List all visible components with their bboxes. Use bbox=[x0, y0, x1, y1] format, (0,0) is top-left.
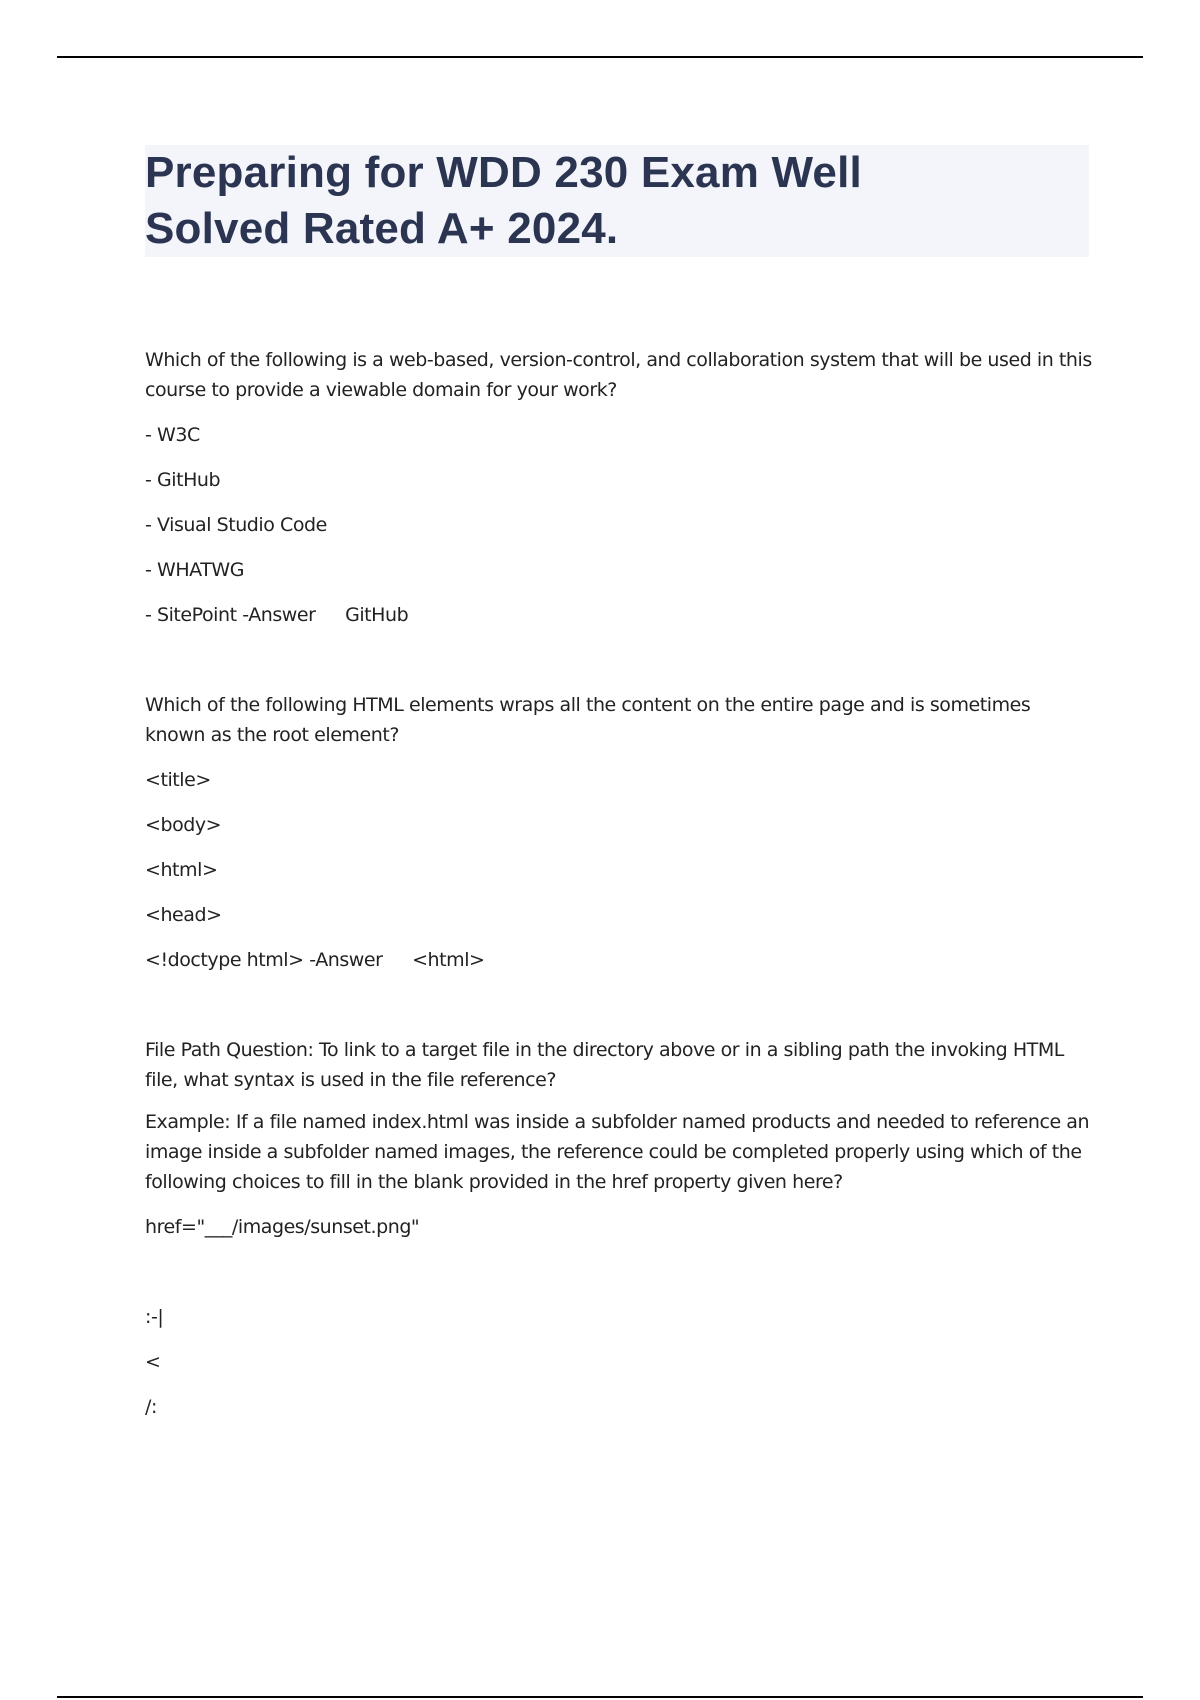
option: <title> bbox=[145, 769, 211, 791]
option: /: bbox=[145, 1396, 157, 1418]
answer: GitHub bbox=[345, 604, 409, 626]
option: <html> bbox=[145, 859, 218, 881]
question-1 bbox=[145, 345, 1095, 630]
option: - WHATWG bbox=[145, 559, 245, 581]
option: :-| bbox=[145, 1306, 164, 1328]
option: <!doctype html> bbox=[145, 949, 304, 971]
answer-label: -Answer bbox=[309, 949, 383, 971]
code-snippet: href="___/images/sunset.png" bbox=[145, 1216, 420, 1238]
document-title: Preparing for WDD 230 Exam Well Solved Rated A+ 2024. bbox=[145, 148, 862, 253]
option: <head> bbox=[145, 904, 222, 926]
question-3 bbox=[145, 1035, 1095, 1422]
question-2 bbox=[145, 690, 1095, 975]
question-example: Example: If a file named index.html was inside a subfolder named products and needed to reference an image inside a subfolder named images, the reference could be completed properly using which of the following choices to fill in the blank provided in the href property given here? bbox=[145, 1111, 1090, 1193]
option: - W3C bbox=[145, 424, 200, 446]
question-text: File Path Question: To link to a target file in the directory above or in a sibling path the invoking HTML file, what syntax is used in the file reference? bbox=[145, 1039, 1064, 1091]
question-text: Which of the following HTML elements wraps all the content on the entire page and is sometimes known as the root element? bbox=[145, 694, 1031, 746]
option-with-answer bbox=[145, 600, 1095, 630]
answer-label: -Answer bbox=[242, 604, 316, 626]
title-banner bbox=[145, 145, 1089, 257]
option-with-answer bbox=[145, 945, 1095, 975]
option: - GitHub bbox=[145, 469, 221, 491]
header-rule bbox=[57, 56, 1143, 58]
option: <body> bbox=[145, 814, 222, 836]
option: - Visual Studio Code bbox=[145, 514, 327, 536]
question-text: Which of the following is a web-based, version-control, and collaboration system that will be used in this course to provide a viewable domain for your work? bbox=[145, 349, 1092, 401]
option: < bbox=[145, 1351, 161, 1373]
document-body bbox=[145, 345, 1095, 1422]
footer-rule bbox=[57, 1696, 1143, 1698]
answer: <html> bbox=[412, 949, 485, 971]
option: - SitePoint bbox=[145, 604, 237, 626]
